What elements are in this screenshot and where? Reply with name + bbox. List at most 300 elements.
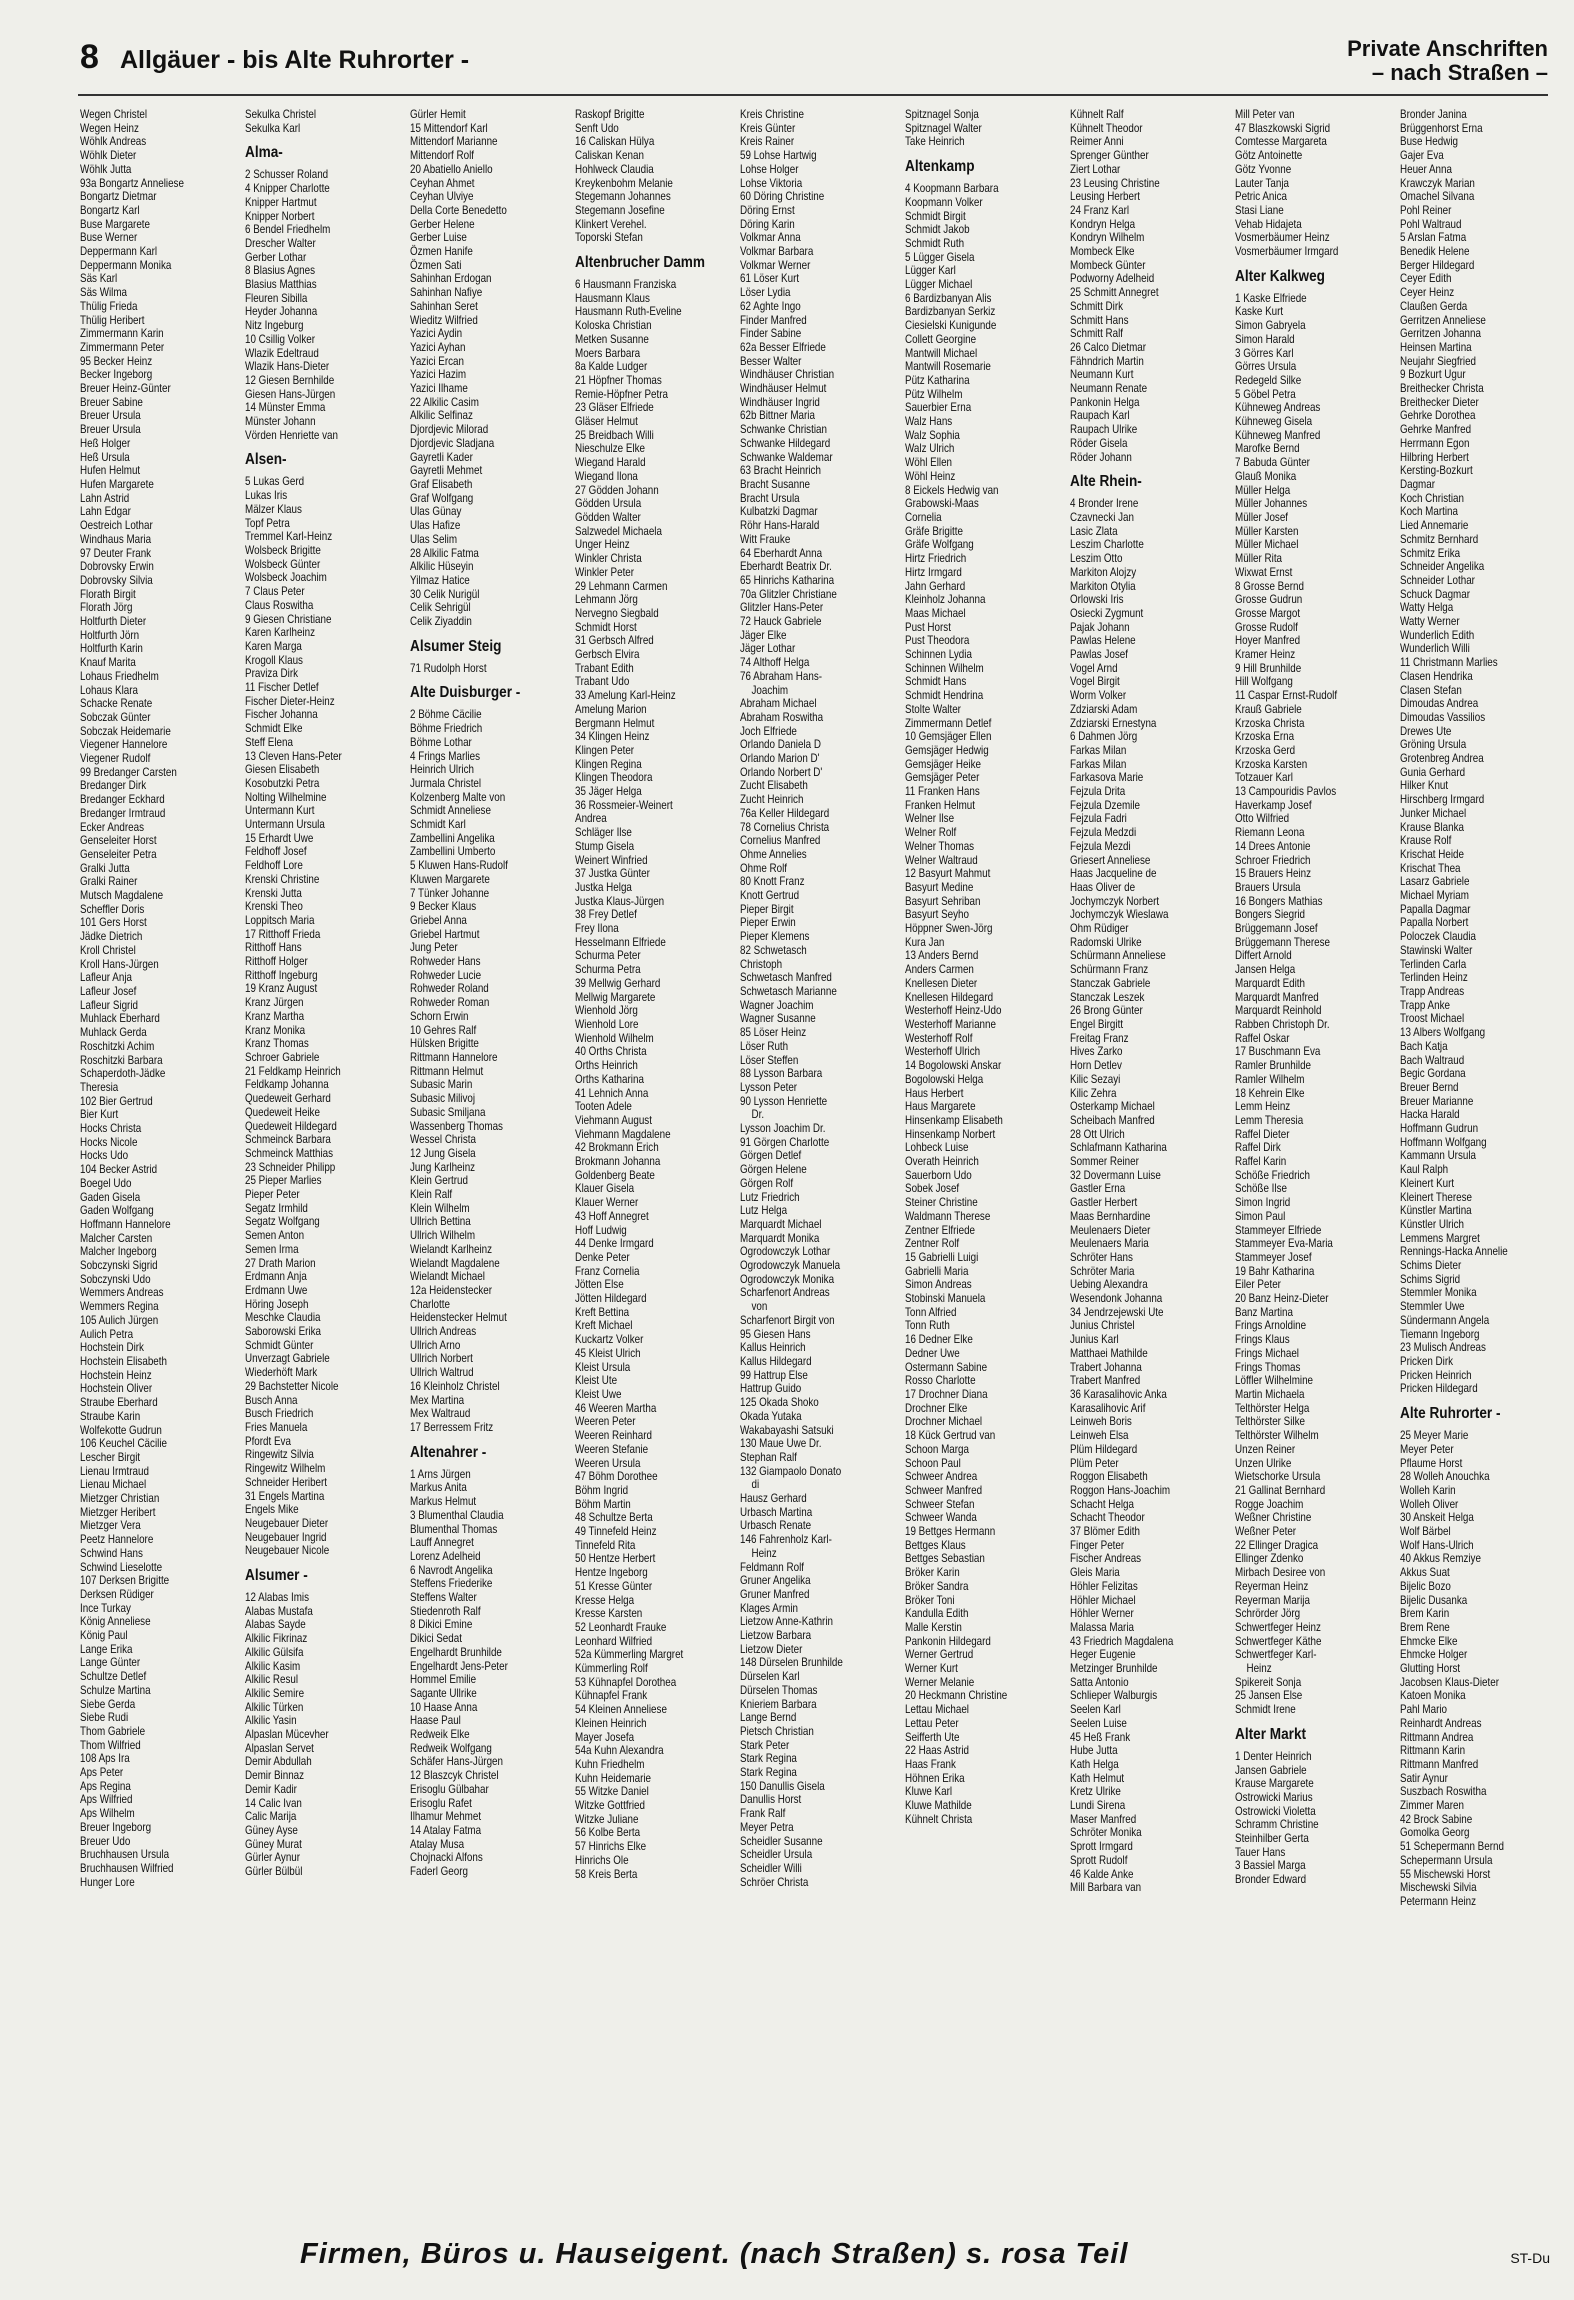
resident-entry: 53 Kühnapfel Dorothea <box>575 1674 677 1689</box>
resident-entry: 12 Basyurt Mahmut <box>905 866 991 881</box>
resident-entry: Hill Wolfgang <box>1235 674 1293 689</box>
resident-entry: Comtesse Margareta <box>1235 134 1327 149</box>
resident-entry: 18 Kück Gertrud van <box>905 1428 996 1443</box>
resident-entry: Nieschulze Elke <box>575 441 646 456</box>
resident-entry: Schneider Heribert <box>245 1474 328 1489</box>
resident-entry: 23 Mulisch Andreas <box>1400 1340 1486 1355</box>
resident-entry: Kranz Monika <box>245 1022 306 1037</box>
resident-entry: 148 Dürselen Brunhilde <box>740 1655 843 1670</box>
resident-entry: Bongers Siegrid <box>1235 907 1306 922</box>
resident-entry: Heinrich Ulrich <box>410 762 474 777</box>
resident-entry: Schmidt Anneliese <box>410 803 491 818</box>
resident-entry: 3 Bassiel Marga <box>1235 1858 1306 1873</box>
resident-entry: 43 Hoff Annegret <box>575 1208 649 1223</box>
resident-entry: Stanczak Leszek <box>1070 989 1145 1004</box>
resident-entry: Redweik Elke <box>410 1727 470 1742</box>
resident-entry: Wielandt Michael <box>410 1269 485 1284</box>
resident-entry: Brauers Ursula <box>1235 879 1301 894</box>
resident-entry: Gürler Aynur <box>245 1850 301 1865</box>
resident-entry: Mombeck Elke <box>1070 244 1135 259</box>
resident-entry: Nolting Wilhelmine <box>245 789 327 804</box>
resident-entry: Kleist Uwe <box>575 1386 622 1401</box>
resident-entry: Schmeinck Barbara <box>245 1132 331 1147</box>
resident-entry: Döring Ernst <box>740 202 795 217</box>
resident-entry: 97 Deuter Frank <box>80 545 152 560</box>
resident-entry: Kreis Christine <box>740 108 804 121</box>
resident-entry: Haase Paul <box>410 1713 461 1728</box>
resident-entry: 8 Blasius Agnes <box>245 263 316 278</box>
resident-entry: Schoon Paul <box>905 1455 961 1470</box>
resident-entry: 29 Lehmann Carmen <box>575 578 668 593</box>
resident-entry: Knieriem Barbara <box>740 1696 817 1711</box>
resident-entry: Jochymczyk Wieslawa <box>1070 907 1169 922</box>
resident-entry: Redegeld Silke <box>1235 372 1302 387</box>
resident-entry: Bijelic Bozo <box>1400 1578 1451 1593</box>
resident-entry: Orlando Daniela D <box>740 737 821 752</box>
resident-entry: 58 Kreis Berta <box>575 1866 638 1881</box>
resident-entry: Sahinhan Seret <box>410 298 478 313</box>
resident-entry: Mietzger Christian <box>80 1491 160 1506</box>
resident-entry: Müller Rita <box>1235 551 1283 566</box>
resident-entry: Schwind Lieselotte <box>80 1559 163 1574</box>
resident-entry: Orths Heinrich <box>575 1058 638 1073</box>
resident-entry: Rittmann Andrea <box>1400 1729 1474 1744</box>
resident-entry: Tinnefeld Rita <box>575 1537 636 1552</box>
resident-entry: Klingen Theodora <box>575 770 653 785</box>
resident-entry: Graf Elisabeth <box>410 476 473 491</box>
resident-entry: Rennings-Hacka Annelie <box>1400 1244 1508 1259</box>
resident-entry: Kranz Thomas <box>245 1036 309 1051</box>
resident-entry: Buse Werner <box>80 230 138 245</box>
resident-entry: Bettges Sebastian <box>905 1551 985 1566</box>
resident-entry: Hinrichs Ole <box>575 1852 629 1867</box>
resident-entry: Bredanger Dirk <box>80 778 147 793</box>
resident-entry: 101 Gers Horst <box>80 915 147 930</box>
resident-entry: Drochner Elke <box>905 1400 968 1415</box>
resident-entry: Jung Peter <box>410 940 458 955</box>
resident-entry: Stammeyer Josef <box>1235 1249 1312 1264</box>
resident-entry: König Paul <box>80 1628 128 1643</box>
resident-entry: 5 Lukas Gerd <box>245 474 305 489</box>
resident-entry: 70a Glitzler Christiane <box>740 586 837 601</box>
resident-entry: 19 Kranz August <box>245 981 318 996</box>
resident-entry: Berger Hildegard <box>1400 257 1475 272</box>
resident-entry: Lemm Theresia <box>1235 1112 1304 1127</box>
resident-entry: Roggon Elisabeth <box>1070 1469 1148 1484</box>
resident-entry: 14 Atalay Fatma <box>410 1822 482 1837</box>
resident-entry: 10 Gemsjäger Ellen <box>905 729 992 744</box>
resident-entry: Lorenz Adelheid <box>410 1548 481 1563</box>
resident-entry: Lasic Zlata <box>1070 523 1118 538</box>
resident-entry: Ramler Wilhelm <box>1235 1071 1305 1086</box>
resident-entry: Sobczak Heidemarie <box>80 723 171 738</box>
resident-entry: Pohl Waltraud <box>1400 216 1462 231</box>
resident-entry: Kreft Michael <box>575 1318 633 1333</box>
resident-entry: Unger Heinz <box>575 537 630 552</box>
resident-entry: Okada Yutaka <box>740 1408 802 1423</box>
resident-entry: Stegemann Josefine <box>575 202 665 217</box>
resident-entry: Ciesielski Kunigunde <box>905 318 997 333</box>
resident-entry: Schneider Angelika <box>1400 559 1485 574</box>
resident-entry: Segatz Irmhild <box>245 1200 308 1215</box>
resident-entry: Gürler Hemit <box>410 108 466 121</box>
resident-entry: Breuer Ingeborg <box>80 1819 152 1834</box>
resident-entry: 1 Arns Jürgen <box>410 1466 471 1481</box>
resident-entry: 4 Frings Marlies <box>410 748 480 763</box>
resident-entry: 32 Dovermann Luise <box>1070 1167 1161 1182</box>
resident-entry: 23 Leusing Christine <box>1070 175 1160 190</box>
resident-entry: Schwanke Waldemar <box>740 449 833 464</box>
resident-entry: Stark Regina <box>740 1765 797 1780</box>
resident-entry: 17 Drochner Diana <box>905 1386 988 1401</box>
resident-entry: Ogrodowczyk Monika <box>740 1271 835 1286</box>
resident-entry: Mantwill Rosemarie <box>905 359 991 374</box>
resident-entry: Zdziarski Adam <box>1070 701 1138 716</box>
page-title: Allgäuer - bis Alte Ruhrorter - <box>120 46 470 74</box>
resident-entry: Volkmar Barbara <box>740 244 814 259</box>
directory-column <box>410 108 568 2228</box>
resident-entry: Kleist Ursula <box>575 1359 631 1374</box>
resident-entry: Quedeweit Hildegard <box>245 1118 337 1133</box>
resident-entry: Akkus Suat <box>1400 1565 1450 1580</box>
resident-entry: Feldhoff Lore <box>245 858 303 873</box>
resident-entry: 63 Bracht Heinrich <box>740 463 821 478</box>
resident-entry: Thom Wilfried <box>80 1737 141 1752</box>
resident-entry: 16 Dedner Elke <box>905 1332 973 1347</box>
resident-entry: Krogoll Klaus <box>245 652 303 667</box>
resident-entry: Schwanke Christian <box>740 422 827 437</box>
resident-entry: Rabben Christoph Dr. <box>1235 1017 1330 1031</box>
resident-entry: Maser Manfred <box>1070 1811 1137 1826</box>
resident-entry: Erisoglu Gülbahar <box>410 1781 489 1796</box>
resident-entry: Ullrich Norbert <box>410 1351 473 1366</box>
resident-entry: Leinweh Elsa <box>1070 1428 1129 1443</box>
resident-entry: Grosse Gudrun <box>1235 592 1303 607</box>
resident-entry: Overath Heinrich <box>905 1154 979 1169</box>
resident-entry: Walz Sophia <box>905 427 960 442</box>
resident-entry: Saborowski Erika <box>245 1324 322 1339</box>
resident-entry: Wolsbeck Brigitte <box>245 542 321 557</box>
resident-entry: Wagner Joachim <box>740 997 814 1012</box>
resident-entry: Deppermann Karl <box>80 244 158 259</box>
resident-entry: 26 Brong Günter <box>1070 1003 1143 1018</box>
directory-columns <box>80 108 1548 2228</box>
resident-entry: Mantwill Michael <box>905 345 978 360</box>
resident-entry: 12 Alabas Imis <box>245 1590 309 1605</box>
resident-entry: Klinkert Verehel. <box>575 216 647 231</box>
resident-entry: Zimmermann Detlef <box>905 715 992 730</box>
resident-entry: Lettau Michael <box>905 1702 969 1717</box>
resident-entry: Schweer Stefan <box>905 1496 975 1511</box>
resident-entry: Böhme Lothar <box>410 734 472 749</box>
resident-entry: Steff Elena <box>245 734 293 749</box>
resident-entry: 25 Meyer Marie <box>1400 1428 1469 1443</box>
resident-entry: Kilic Zehra <box>1070 1085 1117 1100</box>
resident-entry: Mittendorf Rolf <box>410 148 474 163</box>
resident-entry: Jötten Hildegard <box>575 1291 647 1306</box>
resident-entry: Hausmann Ruth-Eveline <box>575 304 682 319</box>
resident-entry: Gemsjäger Peter <box>905 770 980 785</box>
resident-entry: Lahn Edgar <box>80 504 131 519</box>
resident-entry: Djordjevic Milorad <box>410 422 489 437</box>
resident-entry: Krause Rolf <box>1400 833 1452 848</box>
resident-entry: Untermann Ursula <box>245 817 325 832</box>
resident-entry: Telthörster Helga <box>1235 1400 1310 1415</box>
resident-entry: Koch Martina <box>1400 504 1458 519</box>
resident-entry: 36 Rossmeier-Weinert <box>575 797 673 812</box>
resident-entry: 88 Lysson Barbara <box>740 1066 823 1081</box>
resident-entry: Holtfurth Jörn <box>80 627 140 642</box>
resident-entry: Kühnelt Christa <box>905 1811 973 1826</box>
resident-entry: Schorn Erwin <box>410 1008 469 1023</box>
resident-entry: 21 Höpfner Thomas <box>575 372 662 387</box>
resident-entry: Kaul Ralph <box>1400 1162 1449 1177</box>
resident-entry: Quedeweit Gerhard <box>245 1091 331 1106</box>
resident-entry: Kleinholz Johanna <box>905 592 986 607</box>
resident-entry: 12 Giesen Bernhilde <box>245 372 335 387</box>
resident-entry: 60 Döring Christine <box>740 189 825 204</box>
resident-entry: Stegemann Johannes <box>575 189 671 204</box>
resident-entry: 93a Bongartz Anneliese <box>80 175 184 190</box>
resident-entry: Yazici Hazim <box>410 367 467 382</box>
resident-entry: Orlowski Iris <box>1070 592 1124 607</box>
resident-entry: Bröker Sandra <box>905 1578 969 1593</box>
page-footer <box>0 2238 1574 2278</box>
resident-entry: Riemann Leona <box>1235 825 1305 840</box>
resident-entry: Junker Michael <box>1400 805 1467 820</box>
resident-entry: Clasen Stefan <box>1400 682 1462 697</box>
resident-entry: Weßner Peter <box>1235 1524 1297 1539</box>
resident-entry: Ringewitz Silvia <box>245 1447 314 1462</box>
resident-entry: Volkmar Anna <box>740 230 801 245</box>
resident-entry: Löser Ruth <box>740 1038 789 1053</box>
resident-entry: Trabert Manfred <box>1070 1373 1141 1388</box>
resident-entry: Schultze Detlef <box>80 1669 147 1684</box>
resident-entry: Steiner Christine <box>905 1195 978 1210</box>
resident-entry: 108 Aps Ira <box>80 1751 130 1766</box>
resident-entry: Kranz Martha <box>245 1008 305 1023</box>
resident-entry: 56 Kolbe Berta <box>575 1825 641 1840</box>
resident-entry: Kondryn Wilhelm <box>1070 230 1145 245</box>
resident-entry: Goldenberg Beate <box>575 1167 655 1182</box>
resident-entry: Rittmann Helmut <box>410 1063 484 1078</box>
resident-entry: Hocks Nicole <box>80 1134 138 1149</box>
resident-entry: Bredanger Irmtraud <box>80 805 166 820</box>
resident-entry: Genseleiter Petra <box>80 846 157 861</box>
resident-entry: Kath Helmut <box>1070 1770 1125 1785</box>
resident-entry: Kramer Heinz <box>1235 647 1296 662</box>
resident-entry: Alkilic Türken <box>245 1699 304 1714</box>
resident-entry: Kersting-Bozkurt <box>1400 463 1473 478</box>
resident-entry: Aps Wilhelm <box>80 1806 135 1821</box>
resident-entry: 6 Navrodt Angelika <box>410 1562 493 1577</box>
resident-entry: Schmidt Birgit <box>905 208 966 223</box>
resident-entry: Ringewitz Wilhelm <box>245 1461 326 1476</box>
resident-entry: Fischer Andreas <box>1070 1551 1142 1566</box>
resident-entry: Andrea <box>575 811 607 826</box>
resident-entry: Wietschorke Ursula <box>1235 1469 1321 1484</box>
resident-entry: Holtfurth Dieter <box>80 614 147 629</box>
resident-entry: Gräfe Wolfgang <box>905 537 974 552</box>
street-heading: Alma- <box>245 144 283 162</box>
resident-entry: Lukas Iris <box>245 488 288 503</box>
resident-entry: 102 Bier Gertrud <box>80 1093 153 1108</box>
resident-entry: Yazici Aydin <box>410 326 463 341</box>
resident-entry: Zimmermann Peter <box>80 339 165 354</box>
resident-entry: 18 Kehrein Elke <box>1235 1085 1305 1100</box>
resident-entry: 37 Blömer Edith <box>1070 1524 1141 1539</box>
resident-entry: Alkilic Kasim <box>245 1658 301 1673</box>
resident-entry: Clasen Hendrika <box>1400 668 1473 683</box>
resident-entry: Wolleh Karin <box>1400 1482 1456 1497</box>
resident-entry: Malcher Carsten <box>80 1230 153 1245</box>
resident-entry: Schmitz Erika <box>1400 545 1461 560</box>
resident-entry: Lehmann Jörg <box>575 592 638 607</box>
resident-entry: Pflaume Horst <box>1400 1455 1463 1470</box>
resident-entry: Busch Friedrich <box>245 1406 314 1421</box>
resident-entry: Heß Holger <box>80 435 131 450</box>
resident-entry: Cornelia <box>905 509 942 524</box>
resident-entry: Urbasch Martina <box>740 1504 813 1519</box>
resident-entry: Klein Ralf <box>410 1187 453 1202</box>
resident-entry: Grosse Rudolf <box>1235 619 1298 634</box>
resident-entry: 8 Eickels Hedwig van <box>905 482 999 497</box>
resident-entry: Alkilic Resul <box>245 1672 299 1687</box>
resident-entry: 25 Jansen Else <box>1235 1688 1303 1703</box>
resident-entry: Schöße Ilse <box>1235 1181 1287 1196</box>
resident-entry: Omachel Silvana <box>1400 189 1475 204</box>
resident-entry: Ceyer Edith <box>1400 271 1452 286</box>
resident-entry: 9 Hill Brunhilde <box>1235 660 1302 675</box>
resident-entry: Muhlack Gerda <box>80 1025 147 1040</box>
resident-entry: Pankonin Helga <box>1070 394 1140 409</box>
resident-entry: 8 Dikici Emine <box>410 1617 473 1632</box>
resident-entry: 20 Banz Heinz-Dieter <box>1235 1291 1329 1306</box>
resident-entry: Kretz Ulrike <box>1070 1784 1121 1799</box>
resident-entry: Kammann Ursula <box>1400 1148 1477 1163</box>
resident-entry: Ritthoff Holger <box>245 954 308 969</box>
resident-entry: Haus Margarete <box>905 1099 976 1114</box>
resident-entry: Koloska Christian <box>575 318 652 333</box>
resident-entry: Stawinski Walter <box>1400 942 1473 957</box>
resident-entry: Mutsch Magdalene <box>80 888 164 903</box>
resident-entry: Welner Thomas <box>905 838 975 853</box>
resident-entry: Viehmann August <box>575 1112 652 1127</box>
resident-entry: Bongartz Dietmar <box>80 189 157 204</box>
resident-entry: Fischer Dieter-Heinz <box>245 693 335 708</box>
resident-entry: Gastler Herbert <box>1070 1195 1138 1210</box>
resident-entry: Kroll Christel <box>80 942 136 957</box>
resident-entry: Vörden Henriette van <box>245 427 338 442</box>
resident-entry: Raupach Karl <box>1070 408 1130 423</box>
resident-entry: Wixwat Ernst <box>1235 564 1293 579</box>
resident-entry: Kath Helga <box>1070 1756 1119 1771</box>
resident-entry: Wlazik Hans-Dieter <box>245 359 330 374</box>
resident-entry: Hirtz Irmgard <box>905 564 962 579</box>
resident-entry: Heinz <box>751 1545 777 1560</box>
resident-entry: 8a Kalde Ludger <box>575 359 648 374</box>
resident-entry: Pust Horst <box>905 619 951 634</box>
resident-entry: Urbasch Renate <box>740 1518 812 1533</box>
resident-entry: Kosobutzki Petra <box>245 775 320 790</box>
resident-entry: Unzen Ulrike <box>1235 1455 1292 1470</box>
resident-entry: Unverzagt Gabriele <box>245 1351 330 1366</box>
resident-entry: Bogolowski Helga <box>905 1071 984 1086</box>
resident-entry: Wienhold Jörg <box>575 1003 638 1018</box>
resident-entry: Dimoudas Vassilios <box>1400 709 1486 724</box>
resident-entry: Joachim <box>751 682 789 697</box>
resident-entry: Lundi Sirena <box>1070 1798 1126 1813</box>
resident-entry: Kranz Jürgen <box>245 995 304 1010</box>
resident-entry: Krenski Theo <box>245 899 303 914</box>
resident-entry: Lohaus Friedhelm <box>80 668 159 683</box>
resident-entry: Ceyhan Ahmet <box>410 175 475 190</box>
resident-entry: Schmidt Ruth <box>905 235 965 250</box>
resident-entry: 62b Bittner Maria <box>740 408 815 423</box>
resident-entry: Raffel Oskar <box>1235 1030 1290 1045</box>
resident-entry: 55 Witzke Daniel <box>575 1784 649 1799</box>
resident-entry: Gunia Gerhard <box>1400 764 1466 779</box>
resident-entry: Spitznagel Sonja <box>905 108 979 121</box>
resident-entry: Hoff Ludwig <box>575 1222 627 1237</box>
resident-entry: Krause Margarete <box>1235 1776 1314 1791</box>
street-heading: Alte Rhein- <box>1070 473 1142 491</box>
resident-entry: Raffel Karin <box>1235 1154 1287 1169</box>
directory-column <box>245 108 403 2228</box>
resident-entry: Pawlas Josef <box>1070 647 1128 662</box>
resident-entry: Podworny Adelheid <box>1070 271 1155 286</box>
resident-entry: Lafleur Josef <box>80 984 137 998</box>
resident-entry: Mombeck Günter <box>1070 257 1146 272</box>
resident-entry: Bruchhausen Ursula <box>80 1847 170 1862</box>
resident-entry: 64 Eberhardt Anna <box>740 545 823 560</box>
resident-entry: Finger Peter <box>1070 1537 1125 1552</box>
resident-entry: Lietzow Anne-Kathrin <box>740 1614 833 1629</box>
resident-entry: Pajak Johann <box>1070 619 1130 634</box>
resident-entry: Sekulka Christel <box>245 108 317 121</box>
resident-entry: Haas Jacqueline de <box>1070 866 1157 881</box>
resident-entry: Segatz Wolfgang <box>245 1214 320 1229</box>
resident-entry: 11 Fischer Detlef <box>245 680 319 695</box>
resident-entry: Bettges Klaus <box>905 1537 966 1552</box>
resident-entry: Hinsenkamp Elisabeth <box>905 1112 1003 1127</box>
resident-entry: Görres Ursula <box>1235 359 1297 374</box>
resident-entry: Schürmann Anneliese <box>1070 948 1166 963</box>
resident-entry: Stiedenroth Ralf <box>410 1603 481 1618</box>
resident-entry: Gaden Gisela <box>80 1189 141 1204</box>
resident-entry: Özmen Sati <box>410 257 462 272</box>
directory-column <box>1070 108 1228 2228</box>
resident-entry: Tooten Adele <box>575 1099 632 1114</box>
resident-entry: Güney Ayse <box>245 1822 298 1837</box>
resident-entry: Fejzula Mezdi <box>1070 838 1131 853</box>
street-heading: Alte Ruhrorter - <box>1400 1405 1501 1423</box>
resident-entry: Wessel Christa <box>410 1132 476 1147</box>
resident-entry: Roschitzki Barbara <box>80 1052 163 1067</box>
resident-entry: Krzoska Erna <box>1235 729 1295 744</box>
header-rule <box>78 94 1548 96</box>
resident-entry: Schacht Helga <box>1070 1496 1134 1511</box>
resident-entry: Wakabayashi Satsuki <box>740 1422 834 1437</box>
resident-entry: Ramler Brunhilde <box>1235 1058 1312 1073</box>
resident-entry: 11 Christmann Marlies <box>1400 655 1498 670</box>
resident-entry: Ziert Lothar <box>1070 161 1121 176</box>
resident-entry: Maas Bernhardine <box>1070 1208 1151 1223</box>
resident-entry: Wöhl Heinz <box>905 468 956 483</box>
street-heading: Alsen- <box>245 451 287 469</box>
resident-entry: Viegener Rudolf <box>80 751 151 766</box>
resident-entry: Schröter Hans <box>1070 1249 1133 1264</box>
